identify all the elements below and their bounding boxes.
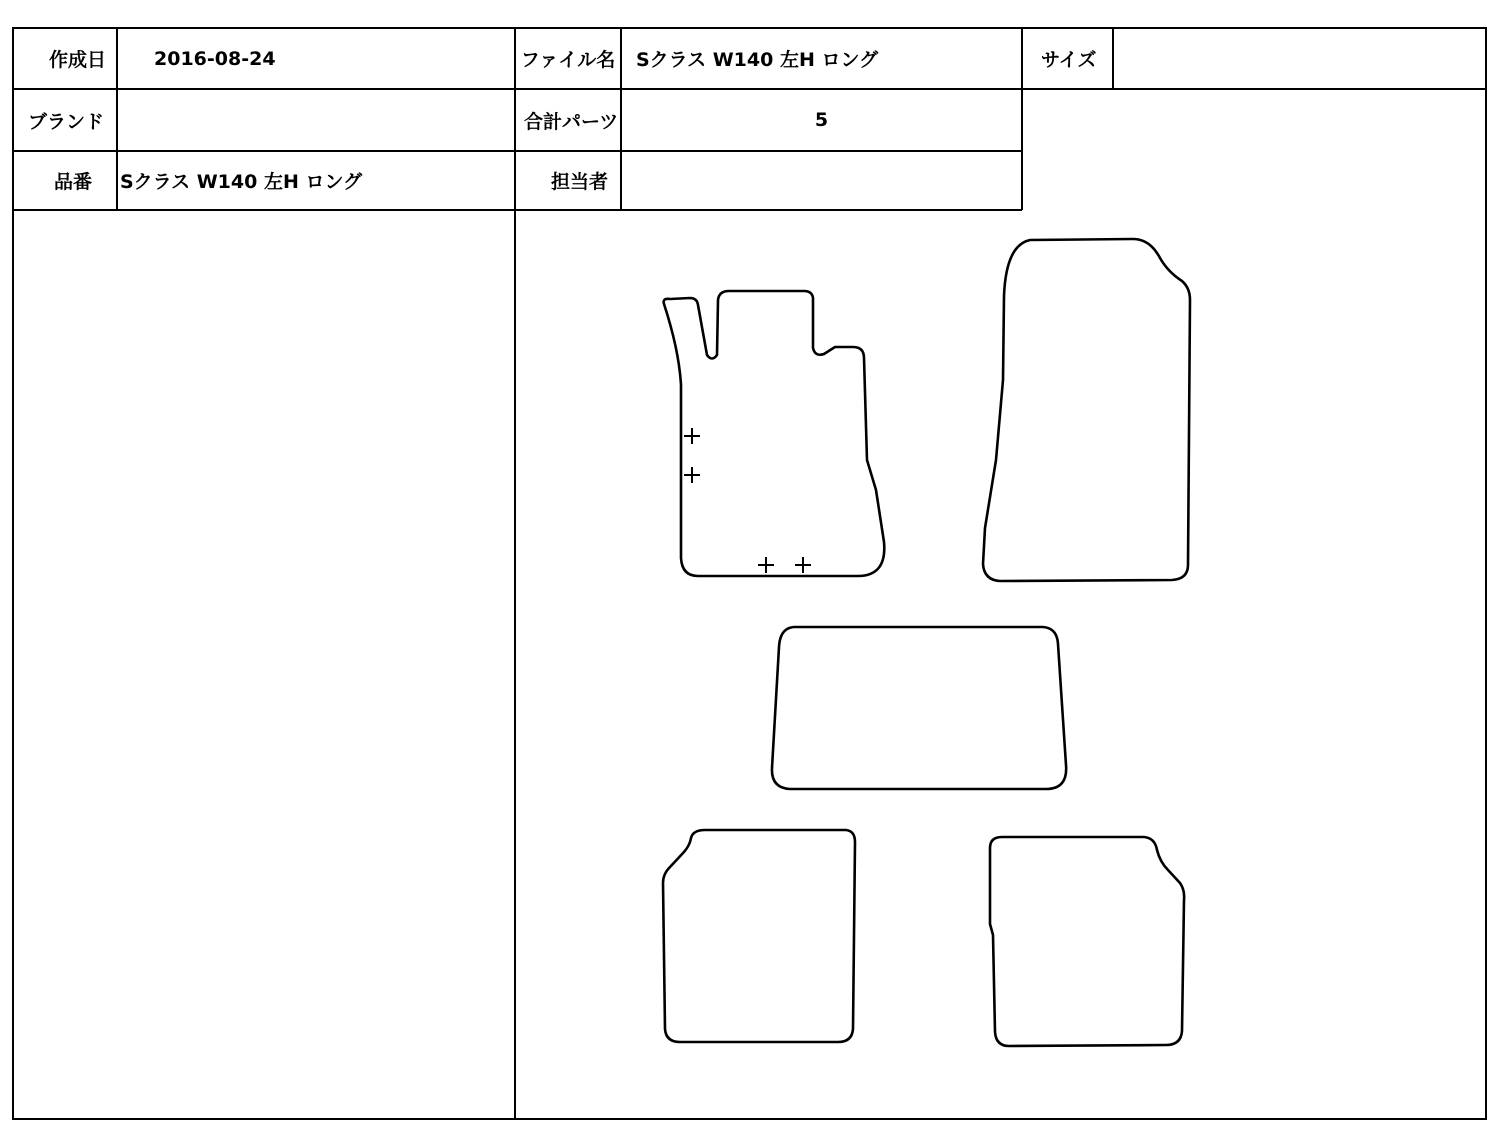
passenger-front-mat <box>983 239 1190 581</box>
plus-marker-1 <box>684 428 700 444</box>
total-parts-value: 5 <box>814 109 829 131</box>
plus-marker-4 <box>795 557 811 573</box>
plus-marker-3 <box>758 557 774 573</box>
driver-front-mat <box>664 291 885 576</box>
rear-center-mat <box>772 627 1066 789</box>
total-parts-label: 合計パーツ <box>524 110 619 133</box>
rear-left-mat <box>663 830 855 1042</box>
created-date-label: 作成日 <box>48 49 106 71</box>
brand-label: ブランド <box>28 110 105 133</box>
size-label: サイズ <box>1041 49 1097 71</box>
filename-label: ファイル名 <box>520 49 616 71</box>
rear-right-mat <box>990 837 1184 1046</box>
filename-value: Sクラス W140 左H ロング <box>636 49 879 71</box>
person-in-charge-label: 担当者 <box>550 171 608 193</box>
part-number-value: Sクラス W140 左H ロング <box>120 171 363 193</box>
part-number-label: 品番 <box>53 171 92 193</box>
plus-marker-2 <box>684 467 700 483</box>
created-date-value: 2016-08-24 <box>154 47 276 70</box>
